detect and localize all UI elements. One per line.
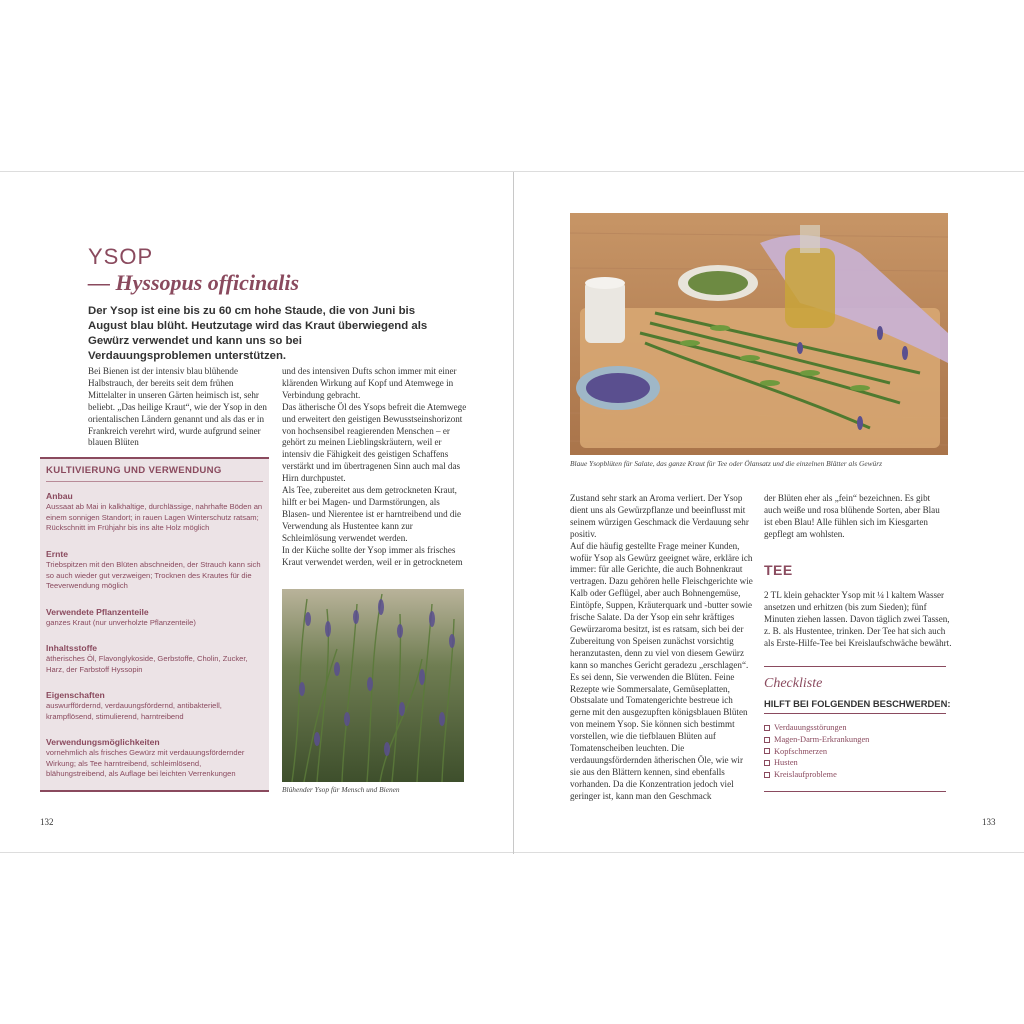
box-section-body: auswurffördernd, verdauungsfördernd, antibakteriell, krampflösend, stimulierend, harntreibend [46,701,222,721]
checklist-item [764,734,954,746]
box-section-head: Inhaltsstoffe [46,643,98,653]
checklist-divider-bottom [764,791,946,792]
box-section-body: Triebspitzen mit den Blüten abschneiden, der Strauch kann sich so auch wieder gut verzweigen; Trocknen des Krautes für die Teeverwendung möglich [46,560,261,590]
book-spread [0,171,1024,853]
checklist [764,722,954,781]
box-section-body: vornehmlich als frisches Gewürz mit verdauungsfördernder Wirkung; als Tee harntreibend, schleimlösend, blähungstreibend, als Auflage bei leichten Verrenkungen [46,748,245,778]
box-section-body: Aussaat ab Mai in kalkhaltige, durchlässige, nahrhafte Böden an einem sonnigen Standort; in rauen Lagen Winterschutz ratsam; Rückschnitt im Frühjahr bis ins alte Holz möglich [46,502,263,532]
body-column-3: Zustand sehr stark an Aroma verliert. Der Ysop dient uns als Gewürzpflanze und beeinflusst mit seinem würzigen Geschmack die Verdauung sehr positiv. Auf die häufig gestellte Frage meiner Kunden, wofür Ysop als Gewürz geeignet wäre, erkläre ich immer: für alle Gerichte, die auch Bohnenkraut vertragen. Dazu gehören helle Fleischgerichte wie Kalb oder Geflügel, aber auch Bohnengemüse, Eintöpfe, Suppen, Kräuterquark und -butter sowie frische Salate. Da der Ysop ein sehr kräftiges Gewürzaroma besitzt, ist es ratsam, sich bei der Zubereitung von Speisen zunächst vorsichtig heranzutasten, denn zu viel von diesem Gewürz kann so manches Gericht geradezu „erschlagen“. Es sei denn, Sie verwenden die Blüten. Feine Rezepte wie Sommersalate, Gemüseplatten, Obstsalate und Tomatengerichte bestreue ich gerne mit den ausgezupften königsblauen Blüten von meinem Ysop. Sie können sich bestimmt vorstellen, wie die tiefblauen Blüten auf Tomatenscheiben leuchten. Die verdauungsfördernden ätherischen Öle, wie wir sie aus den Blättern kennen, sind ebenfalls vorhanden. Da die Konzentration jedoch viel geringer ist, kann man den Geschmack [570,493,753,801]
box-section-pflanzenteile [46,607,263,629]
checklist-divider [764,713,946,714]
checkbox[interactable] [764,725,770,731]
checklist-item-label: Kreislaufprobleme [774,770,837,780]
box-divider [46,481,263,482]
box-section-inhaltsstoffe [46,643,263,675]
box-section-body: ganzes Kraut (nur unverholzte Pflanzenteile) [46,618,196,627]
checkbox[interactable] [764,748,770,754]
checkbox[interactable] [764,760,770,766]
body-column-2: und des intensiven Dufts schon immer mit einer klärenden Wirkung auf Kopf und Atemwege in Verbindung gebracht. Das ätherische Öl des Ysops befreit die Atemwege und erweitert den geistigen Bewusstseinshorizont von hochsensibel reagierenden Menschen – er gehört zu meinen Lieblingskräutern, weil er intensiv die Fähigkeit des geistigen Schaffens verstärkt und im übertragenen Sinn auch mal das Hirn durchpustet. Als Tee, zubereitet aus dem getrockneten Kraut, hilft er bei Magen- und Darmstörungen, als Blasen- und Nierentee ist er harntreibend und die Verwendung als Hustentee kann zur Schleimlösung verwendet werden. In der Küche sollte der Ysop immer als frisches Kraut verwendet werden, weil er in getrocknetem [282,366,467,567]
page-number: 132 [40,817,54,827]
checkbox[interactable] [764,772,770,778]
photo-caption: Blühender Ysop für Mensch und Bienen [282,785,400,794]
page-title: YSOP [88,244,154,269]
hyssop-plant-photo [282,589,464,782]
lead-paragraph: Der Ysop ist eine bis zu 60 cm hohe Staude, die von Juni bis August blau blüht. Heutzutage wird das Kraut überwiegend als Gewürz verwendet und kann uns so bei Verdauungsproblemen unterstützen. [88,305,428,362]
checklist-title: Checkliste [764,676,823,691]
cultivation-box [40,457,269,792]
box-section-head: Eigenschaften [46,690,105,700]
right-page [514,172,1024,854]
box-section-ernte [46,549,263,592]
tee-text: 2 TL klein gehackter Ysop mit ¼ l kaltem Wasser ansetzen und erhitzen (bis zum Sieden); fünf Minuten ziehen lassen. Davon täglich zwei Tassen, z. B. als Hustentee, trinken. Der Tee hat sich auch als Erste-Hilfe-Tee bei Kreislaufschwäche bewährt. [764,590,952,648]
body-column-4: der Blüten eher als „fein“ bezeichnen. Es gibt auch weiße und rosa blühende Sorten, aber Blau ist eben Blau! Alle fühlen sich im Kiesgarten gepflegt am wohlsten. [764,493,940,539]
box-section-head: Verwendungsmöglichkeiten [46,737,160,747]
box-section-head: Verwendete Pflanzenteile [46,607,149,617]
checklist-item [764,722,954,734]
box-section-head: Ernte [46,549,68,559]
checklist-subtitle: HILFT BEI FOLGENDEN BESCHWERDEN: [764,698,951,709]
hyssop-still-life-photo [570,213,948,455]
box-section-head: Anbau [46,491,73,501]
box-section-verwendung [46,737,263,780]
tee-heading: TEE [764,562,793,578]
checklist-item-label: Kopfschmerzen [774,746,828,756]
box-section-eigenschaften [46,690,263,722]
checklist-divider-top [764,666,946,667]
box-title: KULTIVIERUNG UND VERWENDUNG [46,465,222,476]
checklist-item-label: Verdauungsstörungen [774,723,847,732]
checklist-item-label: Magen-Darm-Erkrankungen [774,734,870,744]
checklist-item [764,757,954,769]
page-number: 133 [982,817,996,827]
box-section-anbau [46,491,263,534]
checklist-item [764,746,954,758]
box-section-body: ätherisches Öl, Flavonglykoside, Gerbstoffe, Cholin, Zucker, Harz, der Farbstoff Hyssopin [46,654,248,674]
checklist-item [764,769,954,781]
checklist-item-label: Husten [774,758,798,768]
checkbox[interactable] [764,737,770,743]
page-subtitle: — Hyssopus officinalis [88,270,300,295]
left-page [0,172,514,854]
body-column-1: Bei Bienen ist der intensiv blau blühende Halbstrauch, der bereits seit dem frühen Mittelalter in unseren Gärten heimisch ist, sehr beliebt. „Das heilige Kraut“, wie der Ysop in den orientalischen Ländern genannt und als das er in Frankreich verehrt wird, wurde aufgrund seiner blauen Blüten [88,366,267,448]
photo-caption: Blaue Ysopblüten für Salate, das ganze Kraut für Tee oder Ölansatz und die einzelnen Blätter als Gewürz [570,459,882,468]
